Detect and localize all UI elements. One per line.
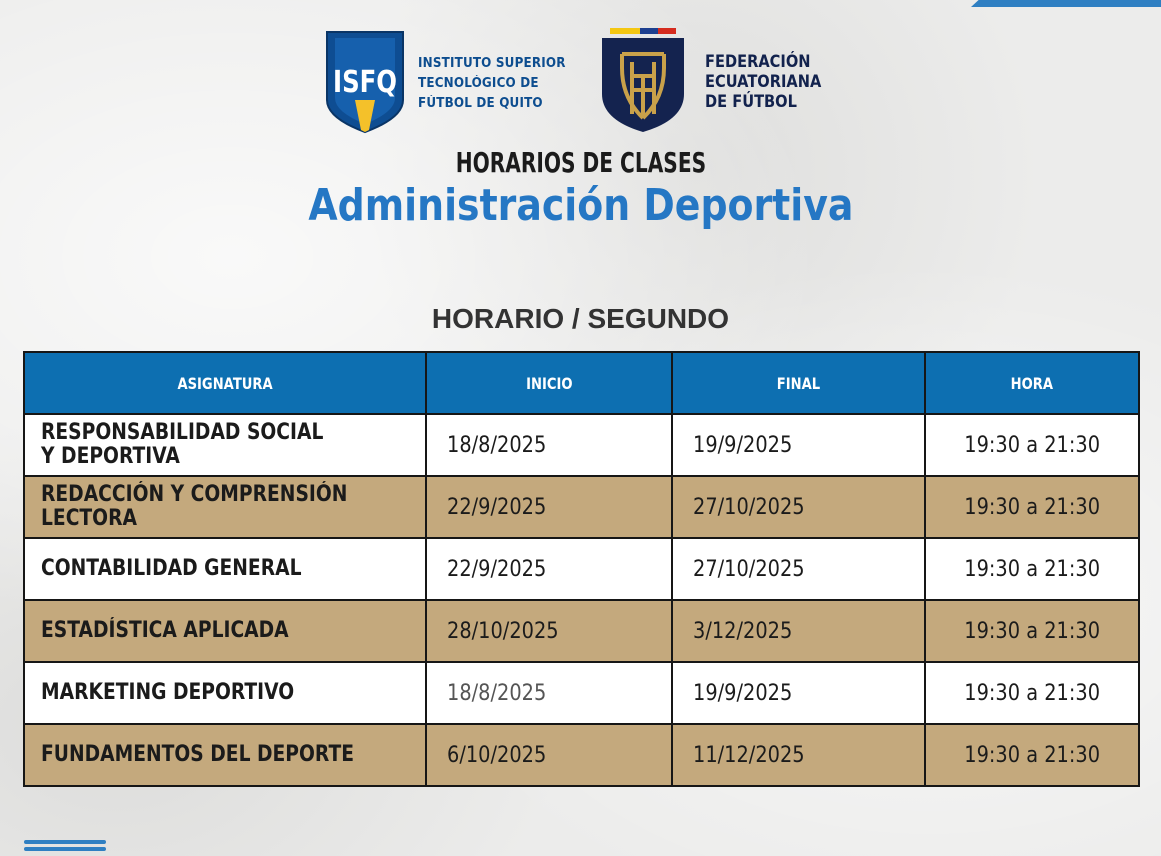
hour-cell: 19:30 a 21:30 <box>925 724 1139 786</box>
subject-cell: REDACCIÓN Y COMPRENSIÓN LECTORA <box>24 476 426 538</box>
start-date-cell: 18/8/2025 <box>426 414 672 476</box>
isfq-name-line: TECNOLÓGICO DE <box>418 76 539 91</box>
isfq-name <box>418 54 579 114</box>
isfq-name-line: FÚTBOL DE QUITO <box>418 96 543 111</box>
column-header-end: FINAL <box>672 352 925 414</box>
table-header-row <box>24 352 1139 414</box>
decorative-brush-stroke-top <box>971 0 1161 7</box>
section-heading: HORARIO / SEGUNDO <box>431 303 730 334</box>
table-row <box>24 538 1139 600</box>
table-row <box>24 600 1139 662</box>
hour-cell: 19:30 a 21:30 <box>925 538 1139 600</box>
fef-name <box>705 52 840 112</box>
table-row <box>24 414 1139 476</box>
page-title: Administración Deportiva <box>307 180 854 231</box>
subject-cell: CONTABILIDAD GENERAL <box>24 538 426 600</box>
end-date-cell: 3/12/2025 <box>672 600 925 662</box>
fef-name-line: FEDERACIÓN <box>705 52 811 72</box>
column-header-start: INICIO <box>426 352 672 414</box>
decorative-brush-stroke-bottom <box>24 840 106 856</box>
table-row <box>24 662 1139 724</box>
isfq-shield-logo <box>325 30 405 134</box>
schedule-table <box>23 351 1140 787</box>
page-subtitle: HORARIOS DE CLASES <box>455 146 706 179</box>
end-date-cell: 27/10/2025 <box>672 538 925 600</box>
subject-cell: RESPONSABILIDAD SOCIAL Y DEPORTIVA <box>24 414 426 476</box>
end-date-cell: 19/9/2025 <box>672 662 925 724</box>
end-date-cell: 19/9/2025 <box>672 414 925 476</box>
start-date-cell: 28/10/2025 <box>426 600 672 662</box>
table-row <box>24 724 1139 786</box>
hour-cell: 19:30 a 21:30 <box>925 662 1139 724</box>
hour-cell: 19:30 a 21:30 <box>925 414 1139 476</box>
hour-cell: 19:30 a 21:30 <box>925 600 1139 662</box>
end-date-cell: 27/10/2025 <box>672 476 925 538</box>
subject-cell: ESTADÍSTICA APLICADA <box>24 600 426 662</box>
fef-name-line: ECUATORIANA <box>705 72 822 92</box>
end-date-cell: 11/12/2025 <box>672 724 925 786</box>
fef-name-line: DE FÚTBOL <box>705 92 797 112</box>
table-row <box>24 476 1139 538</box>
hour-cell: 19:30 a 21:30 <box>925 476 1139 538</box>
subject-cell: MARKETING DEPORTIVO <box>24 662 426 724</box>
start-date-cell: 22/9/2025 <box>426 538 672 600</box>
fef-shield-logo <box>600 28 686 134</box>
start-date-cell: 18/8/2025 <box>426 662 672 724</box>
isfq-logo-text: ISFQ <box>333 65 397 100</box>
start-date-cell: 22/9/2025 <box>426 476 672 538</box>
isfq-name-line: INSTITUTO SUPERIOR <box>418 56 566 71</box>
start-date-cell: 6/10/2025 <box>426 724 672 786</box>
subject-cell: FUNDAMENTOS DEL DEPORTE <box>24 724 426 786</box>
column-header-hour: HORA <box>925 352 1139 414</box>
column-header-subject: ASIGNATURA <box>24 352 426 414</box>
